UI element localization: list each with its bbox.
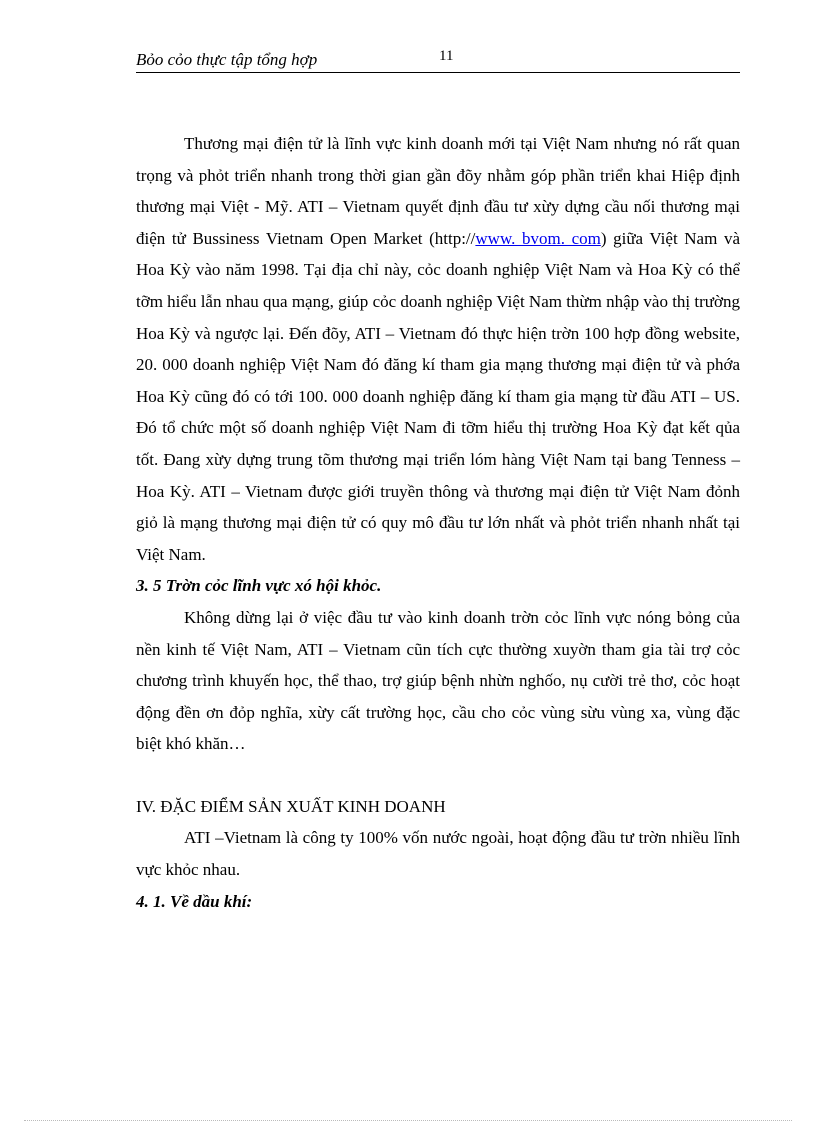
paragraph-ecommerce <box>136 128 740 570</box>
page-header <box>136 48 740 73</box>
website-link[interactable]: www. bvom. com <box>475 228 601 248</box>
paragraph-text: ) giữa Việt Nam và Hoa Kỳ vào năm 1998. Tại địa chỉ này, cỏc doanh nghiệp Việt Nam và Hoa Kỳ có thể tỡm hiểu lẫn nhau qua mạng, giúp cỏc doanh nghiệp Việt Nam thừm nhập vào thị trường Hoa Kỳ và ngược lại. Đến đõy, ATI – Vietnam đó thực hiện trờn 100 hợp đồng website, 20. 000 doanh nghiệp Việt Nam đó đăng kí tham gia mạng thương mại điện tử và phớa Hoa Kỳ cũng đó có tới 100. 000 doanh nghiệp đăng kí tham gia mạng từ đầu ATI – US. Đó tổ chức một số doanh nghiệp Việt Nam đi tỡm hiểu thị trường Hoa Kỳ đạt kết qủa tốt. Đang xừy dựng trung tõm thương mại triển lóm hàng Việt Nam tại bang Tenness – Hoa Kỳ. ATI – Vietnam được giới truyền thông và thương mại điện tử Việt Nam đỏnh giỏ là mạng thương mại điện tử có quy mô đầu tư lớn nhất và phỏt triển nhanh nhất tại Việt Nam. <box>136 228 740 564</box>
page-bottom-rule <box>24 1120 792 1121</box>
paragraph-text: Thương mại điện tử là lĩnh vực kinh doanh mới tại Việt Nam nhưng nó rất quan trọng và phỏt triển nhanh trong thời gian gần đõy nhằm góp phần triển khai Hiệp định thương mại Việt - Mỹ. ATI – Vietnam quyết định đầu tư xừy dựng cầu nối thương mại điện tử Bussiness Vietnam Open Market (http:// <box>136 134 740 248</box>
page-number: 11 <box>439 48 454 64</box>
document-body <box>136 128 740 917</box>
spacer <box>136 760 740 791</box>
heading-3-5: 3. 5 Trờn cỏc lĩnh vực xó hội khỏc. <box>136 576 382 596</box>
header-title: Bỏo cỏo thực tập tổng hợp <box>136 50 318 69</box>
paragraph-business: ATI –Vietnam là công ty 100% vốn nước ngoài, hoạt động đầu tư trờn nhiều lĩnh vực khỏc nhau. <box>136 828 740 880</box>
section-heading-iv: IV. ĐẶC ĐIỂM SẢN XUẤT KINH DOANH <box>136 796 446 816</box>
paragraph-social: Không dừng lại ở việc đầu tư vào kinh doanh trờn cỏc lĩnh vực nóng bỏng của nền kinh tế Việt Nam, ATI – Vietnam cũn tích cực thường xuyờn tham gia tài trợ cỏc chương trình khuyến học, thể thao, trợ giúp bệnh nhừn nghốo, nụ cười trẻ thơ, cỏc hoạt động đền ơn đỏp nghĩa, xừy cất trường học, cầu cho cỏc vùng sừu vùng xa, vùng đặc biệt khó khăn… <box>136 607 740 754</box>
heading-4-1: 4. 1. Về dầu khí: <box>136 891 253 911</box>
